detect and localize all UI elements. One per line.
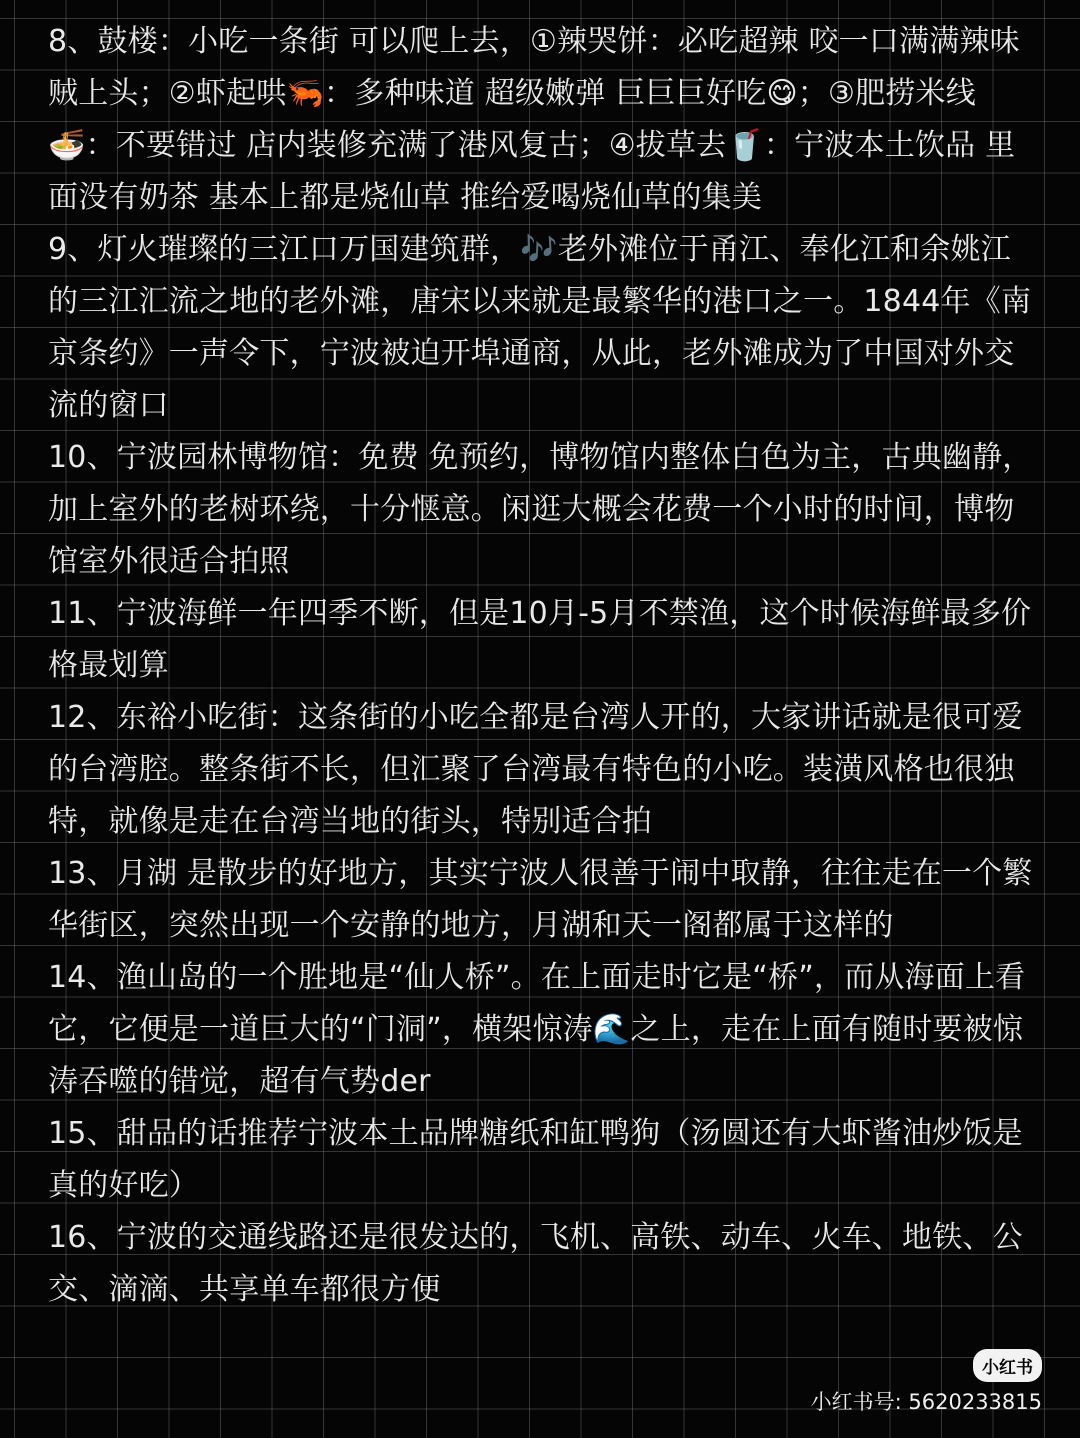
note-item-9: 9、灯火璀璨的三江口万国建筑群，🎶老外滩位于甬江、奉化江和余姚江的三江汇流之地的老外滩，唐宋以来就是最繁华的港口之一。1844年《南京条约》一声令下，宁波被迫开埠通商，从此，老外滩成为了中国对外交流的窗口	[48, 232, 1032, 423]
note-item-12: 12、东裕小吃街：这条街的小吃全都是台湾人开的，大家讲话就是很可爱的台湾腔。整条街不长，但汇聚了台湾最有特色的小吃。装潢风格也很独特，就像是走在台湾当地的街头，特别适合拍	[48, 700, 1023, 839]
xiaohongshu-logo: 小红书	[973, 1349, 1042, 1382]
note-item-11: 11、宁波海鲜一年四季不断，但是10月-5月不禁渔，这个时候海鲜最多价格最划算	[48, 596, 1032, 683]
note-item-14: 14、渔山岛的一个胜地是“仙人桥”。在上面走时它是“桥”，而从海面上看它，它便是一道巨大的“门洞”，横架惊涛🌊之上，走在上面有随时要被惊涛吞噬的错觉，超有气势der	[48, 960, 1026, 1099]
account-id: 小红书号: 5620233815	[810, 1390, 1042, 1414]
note-content	[48, 16, 1038, 1316]
note-item-10: 10、宁波园林博物馆：免费 免预约，博物馆内整体白色为主，古典幽静，加上室外的老树环绕，十分惬意。闲逛大概会花费一个小时的时间，博物馆室外很适合拍照	[48, 440, 1033, 579]
note-item-13: 13、月湖 是散步的好地方，其实宁波人很善于闹中取静，往往走在一个繁华街区，突然出现一个安静的地方，月湖和天一阁都属于这样的	[48, 856, 1033, 943]
note-item-8: 8、鼓楼：小吃一条街 可以爬上去，①辣哭饼：必吃超辣 咬一口满满辣味贼上头；②虾起哄🦐：多种味道 超级嫩弹 巨巨巨好吃😋；③肥捞米线🍜：不要错过 店内装修充满了港风复古；④拔草去🥤：宁波本土饮品 里面没有奶茶 基本上都是烧仙草 推给爱喝烧仙草的集美	[48, 24, 1020, 215]
xiaohongshu-watermark	[811, 1349, 1042, 1416]
note-item-15: 15、甜品的话推荐宁波本土品牌糖纸和缸鸭狗（汤圆还有大虾酱油炒饭是真的好吃）	[48, 1116, 1023, 1203]
note-item-16: 16、宁波的交通线路还是很发达的，飞机、高铁、动车、火车、地铁、公交、滴滴、共享单车都很方便	[48, 1220, 1023, 1307]
